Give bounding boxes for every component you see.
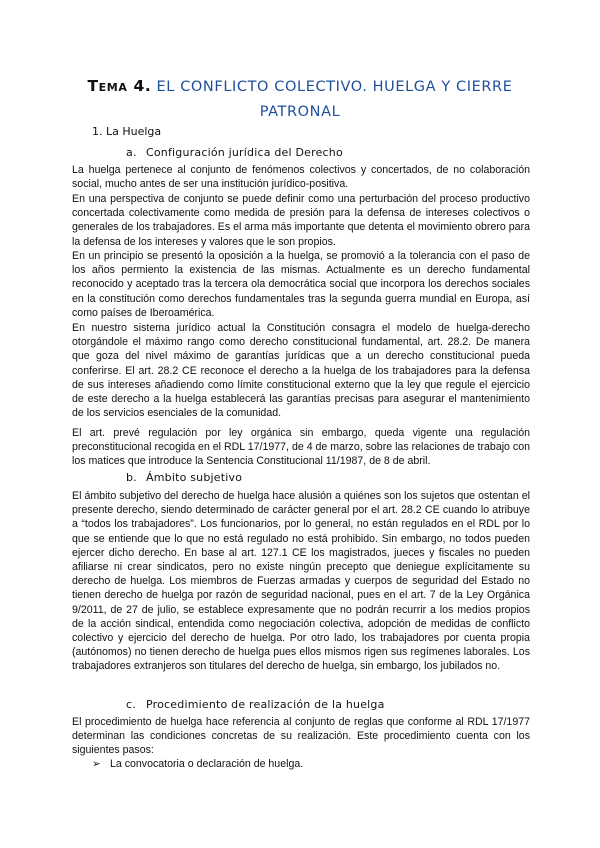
paragraph: En un principio se presentó la oposición a la huelga, se promovió a la tolerancia con el paso de los años permiento la existencia de las mismas. Actualmente es un derecho fundamental reconocido y aceptado tras la tercera ola democrática social que incorpora los derechos sociales en la constitución como derechos fundamentales tras la segunda guerra mundial en Europa, así como países de Iberoamérica. <box>72 250 530 319</box>
subsection-letter: a. <box>126 146 137 159</box>
paragraph: En nuestro sistema jurídico actual la Constitución consagra el modelo de huelga-derecho otorgándole el máximo rango como derecho constitucional fundamental, art. 28.2. De manera que goza del nivel máximo de garantías jurídicas que a un derecho constitucional pueda conferirse. El art. 28.2 CE reconoce el derecho a la huelga de los trabajadores para la defensa de sus intereses añadiendo como límite constitucional externo que la ley que regule el ejercicio de este derecho a la huelga establecerá las garantías precisas para asegurar el mantenimiento de los servicios esenciales de la comunidad. <box>72 322 530 420</box>
arrow-bullet-icon: ➢ <box>92 758 101 770</box>
paragraph: En una perspectiva de conjunto se puede definir como una perturbación del proceso productivo concertada colectivamente como medida de presión para la defensa de intereses colectivos o generales de los trabajadores. Es el arma más importante que detenta el movimiento obrero para la defensa de los intereses y valores que le son propios. <box>72 193 530 248</box>
subsection-label: Ámbito subjetivo <box>146 471 243 484</box>
paragraph: El ámbito subjetivo del derecho de huelga hace alusión a quiénes son los sujetos que ostentan el presente derecho, siendo determinado de carácter general por el art. 28.2 CE cuando lo atribuye a “todos los trabajadores”. Los funcionarios, por lo general, no están regulados en el RDL por lo que se entiende que lo que no está regulado no está prohibido. Sin embargo, no todos pueden ejercer dicho derecho. En base al art. 127.1 CE los magistrados, jueces y fiscales no pueden afiliarse ni crear sindicatos, pero no existe ningún precepto que deniegue explícitamente su derecho de huelga. Los miembros de Fuerzas armadas y cuerpos de seguridad del Estado no tienen derecho de huelga por razón de seguridad nacional, pues en el art. 7 de la Ley Orgánica 9/2011, de 27 de julio, se establece expresamente que no podrán recurrir a los medios propios de la acción sindical, entendida como negociación colectiva, adopción de medidas de conflicto colectivo y ejercicio del derecho de huelga. Por otro lado, los trabajadores por cuenta propia (autónomos) no tienen derecho de huelga pues ellos mismos rigen sus regímenes laborales. Los trabajadores extranjeros son titulares del derecho de huelga, sin embargo, los jubilados no. <box>72 490 530 673</box>
list-item-text: La convocatoria o declaración de huelga. <box>110 758 304 770</box>
list-item <box>92 757 532 771</box>
section-heading-huelga <box>92 125 161 139</box>
section-label: La Huelga <box>106 125 162 138</box>
subsection-letter: b. <box>126 471 137 484</box>
subsection-label: Procedimiento de realización de la huelga <box>146 698 385 711</box>
subsection-heading-b <box>126 471 242 485</box>
section-number: 1. <box>92 125 103 138</box>
title-tema: Tema 4. <box>87 77 152 95</box>
paragraph: El procedimiento de huelga hace referencia al conjunto de reglas que conforme al RDL 17/1977 determinan las condiciones concretas de su realización. Este procedimiento cuenta con los siguientes pasos: <box>72 716 530 757</box>
page-title <box>60 74 540 125</box>
subsection-letter: c. <box>126 698 136 711</box>
subsection-label: Configuración jurídica del Derecho <box>146 146 343 159</box>
title-text: EL CONFLICTO COLECTIVO. HUELGA Y CIERRE PATRONAL <box>156 79 513 120</box>
paragraph: La huelga pertenece al conjunto de fenómenos colectivos y concertados, de no colaboración social, mucho antes de ser una institución jurídico-positiva. <box>72 164 530 191</box>
subsection-heading-c <box>126 698 385 712</box>
paragraph: El art. prevé regulación por ley orgánica sin embargo, queda vigente una regulación preconstitucional recogida en el RDL 17/1977, de 4 de marzo, sobre las relaciones de trabajo con los matices que introduce la Sentencia Constitucional 11/1987, de 8 de abril. <box>72 427 530 468</box>
subsection-heading-a <box>126 146 343 160</box>
